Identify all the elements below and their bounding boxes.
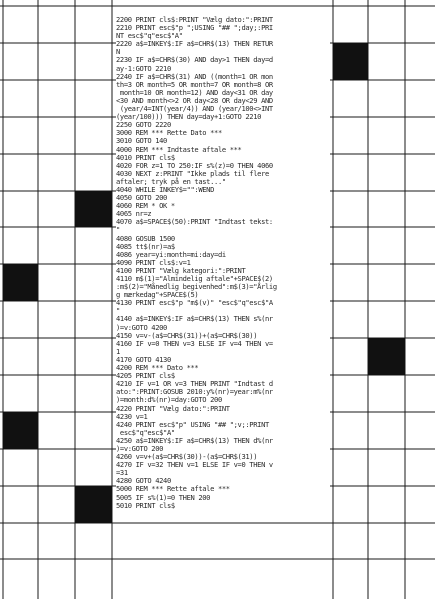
code-line: NT esc$"q"esc$"A" <box>116 31 183 41</box>
code-line: 4100 PRINT "Vælg kategori:":PRINT <box>116 265 246 275</box>
code-line: 4000 REM *** Indtaste aftale *** <box>116 144 242 154</box>
code-line: 2250 GOTO 2220 <box>116 120 171 130</box>
code-line: :m$(2)="Månedlig begivenhed":m$(3)="Årlig <box>116 282 277 292</box>
code-line: g mærkedag"+SPACE$(5) <box>116 290 199 300</box>
code-line: <30 AND month<>2 OR day<28 OR day<29 AND <box>116 95 273 105</box>
filled-grid-square <box>3 264 38 301</box>
code-line: 4065 nr=z <box>116 209 152 219</box>
code-line: 3000 REM *** Rette Dato *** <box>116 128 222 138</box>
code-line: 4200 REM *** Dato *** <box>116 363 199 373</box>
code-line: (year/4=INT(year/4)) AND (year/100<>INT <box>116 104 273 114</box>
code-line: 4070 a$=SPACE$(50):PRINT "Indtast tekst: <box>116 217 273 227</box>
code-line: 4140 a$=INKEY$:IF a$=CHR$(13) THEN s%(nr <box>116 314 273 324</box>
code-line: 3010 GOTO 140 <box>116 136 167 146</box>
code-line: 4110 m$(1)="Almindelig aftale"+SPACE$(2) <box>116 274 273 283</box>
code-line: (year/100))) THEN day=day+1:GOTO 2210 <box>116 112 262 122</box>
code-line: )=month:d%(nr)=day:GOTO 200 <box>116 395 222 405</box>
code-line: N <box>116 47 120 57</box>
code-line: 1 <box>116 346 120 356</box>
filled-grid-square <box>368 338 405 375</box>
code-line: 4260 v=v+(a$=CHR$(30))-(a$=CHR$(31)) <box>116 452 258 462</box>
code-line: )=v:GOTO 4200 <box>116 322 167 332</box>
code-line: 4010 PRINT cls$ <box>116 152 175 162</box>
code-line: th=3 OR month=5 OR month=7 OR month=8 OR <box>116 79 273 89</box>
code-line: 4085 tt$(nr)=a$ <box>116 241 175 251</box>
code-line: 4050 GOTO 200 <box>116 193 167 203</box>
code-line: 4280 GOTO 4240 <box>116 476 171 486</box>
code-line: 4090 PRINT cls$:v=1 <box>116 257 191 267</box>
code-line: 4150 v=v-(a$=CHR$(31))+(a$=CHR$(30)) <box>116 330 258 340</box>
code-line: 5005 IF s%(1)=0 THEN 200 <box>116 492 211 502</box>
code-line: ato:":PRINT:GOSUB 2010:y%(nr)=year:m%(nr <box>116 387 273 397</box>
code-line: 4205 PRINT cls$ <box>116 371 175 381</box>
filled-grid-square <box>75 486 112 523</box>
code-line: ay-1:GOTO 2210 <box>116 63 171 73</box>
filled-grid-square <box>3 412 38 449</box>
code-line: 2240 IF a$=CHR$(31) AND ((month=1 OR mon <box>116 71 273 81</box>
code-line: 2200 PRINT cls$:PRINT "Vælg dato:":PRINT <box>116 15 273 24</box>
code-line: 2220 a$=INKEY$:IF a$=CHR$(13) THEN RETUR <box>116 39 273 49</box>
code-line: 4060 REM * OK * <box>116 201 175 211</box>
code-line: 4030 NEXT z:PRINT "Ikke plads til flere <box>116 168 269 178</box>
code-line: 4020 FOR z=1 TO 250:IF s%(z)=0 THEN 4060 <box>116 160 273 170</box>
filled-grid-square <box>333 43 368 80</box>
code-line: 4160 IF v=0 THEN v=3 ELSE IF v=4 THEN v= <box>116 338 273 348</box>
code-listing <box>116 16 330 510</box>
code-line: 4170 GOTO 4130 <box>116 354 171 364</box>
code-line: 4250 a$=INKEY$:IF a$=CHR$(13) THEN d%(nr <box>116 435 273 445</box>
code-line: 4130 PRINT esc$"p "m$(v)" "esc$"q"esc$"A <box>116 298 273 308</box>
code-line: 4240 PRINT esc$"p" USING "## ";v;:PRINT <box>116 419 269 429</box>
code-line: " <box>116 225 120 235</box>
code-line: 2230 IF a$=CHR$(30) AND day>1 THEN day=d <box>116 55 273 65</box>
code-line: 4040 WHILE INKEY$="":WEND <box>116 184 215 194</box>
code-line: esc$"q"esc$"A" <box>116 427 175 437</box>
code-line: 2210 PRINT esc$"p ";USING "## ";day;:PRI <box>116 23 273 33</box>
code-line: month=10 OR month=12) AND day<31 OR day <box>116 87 273 97</box>
code-line: =31 <box>116 468 128 478</box>
code-line: 5010 PRINT cls$ <box>116 500 175 510</box>
code-line: " <box>116 306 120 316</box>
filled-grid-square <box>75 191 112 227</box>
code-line: 5000 REM *** Rette aftale *** <box>116 484 230 494</box>
code-line: 4086 year=yi:month=mi:day=di <box>116 249 226 259</box>
code-line: )=v:GOTO 200 <box>116 443 164 453</box>
code-line: 4220 PRINT "Vælg dato:":PRINT <box>116 403 230 413</box>
code-line: 4270 IF v=32 THEN v=1 ELSE IF v=0 THEN v <box>116 460 273 470</box>
code-line: 4210 IF v=1 OR v=3 THEN PRINT "Indtast d <box>116 379 273 389</box>
code-line: aftaler; tryk på en tast..." <box>116 176 226 186</box>
code-line: 4230 v=1 <box>116 411 148 421</box>
code-line: 4080 GOSUB 1500 <box>116 233 175 243</box>
